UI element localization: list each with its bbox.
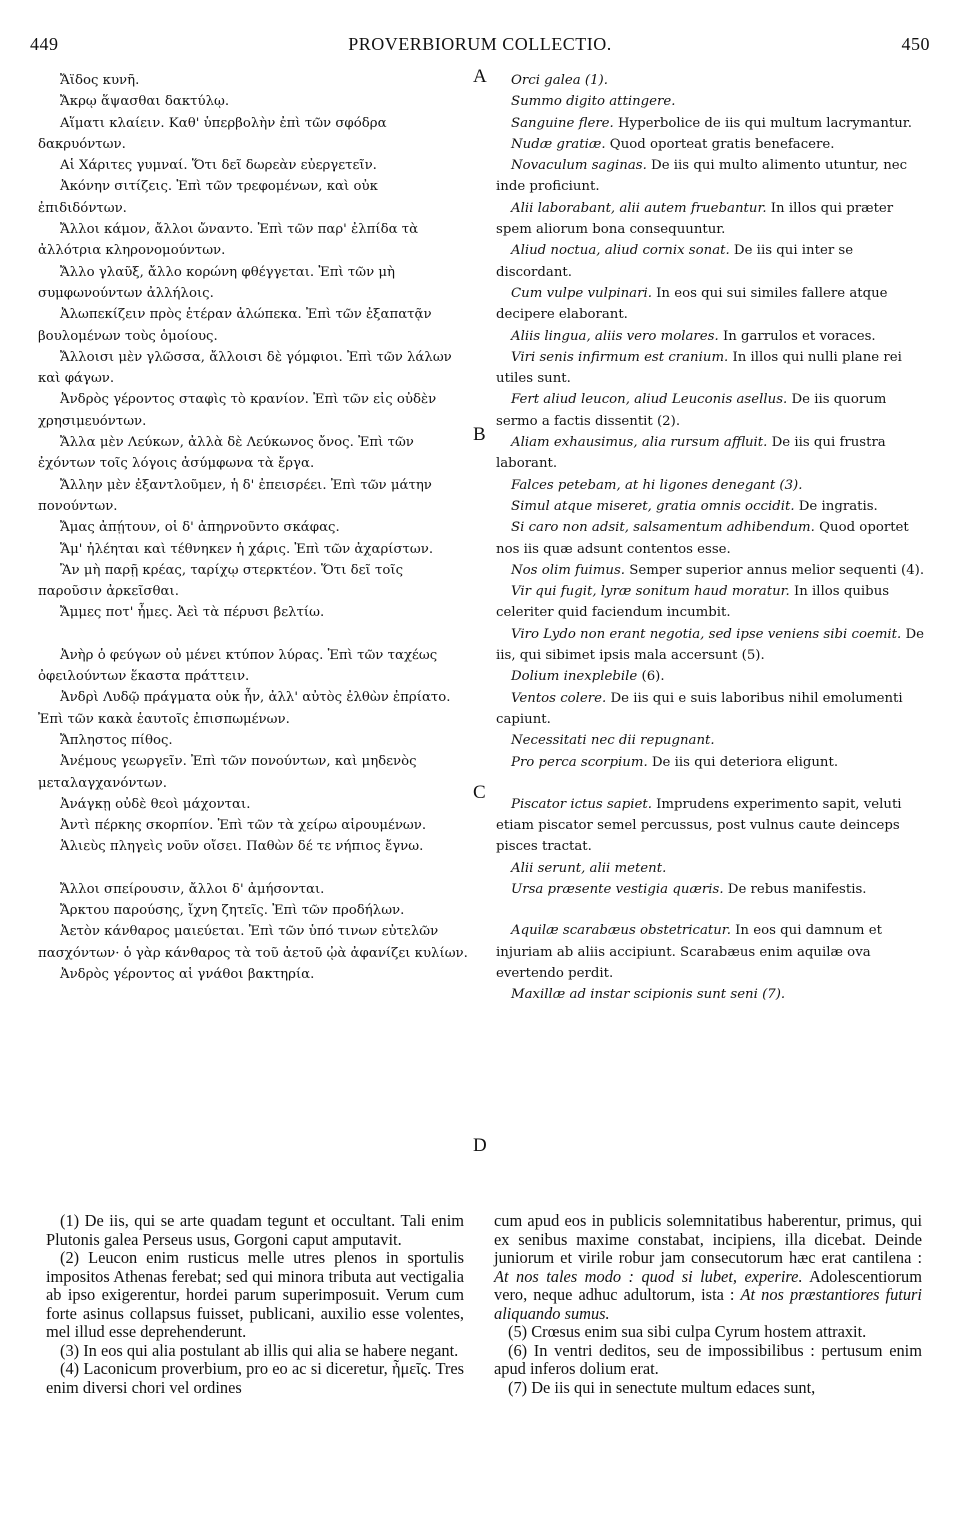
greek-entry: Ἄϊδος κυνῆ. [60, 73, 140, 88]
latin-proverb: Necessitati nec dii repugnant. [511, 733, 715, 749]
footnote-text: Adolescentiorum vero, neque adhuc adultorum, ista : [494, 1266, 922, 1304]
latin-proverb: Nos olim fuimus. [511, 562, 625, 578]
latin-proverb: Ventos colere. [511, 690, 607, 706]
latin-entry [496, 688, 926, 731]
latin-proverb: Cum vulpe vulpinari. [511, 285, 652, 301]
latin-proverb: Si caro non adsit, salsamentum adhibendum. [511, 520, 815, 536]
footnote-text: cum apud eos in publicis solemnitatibus haberentur, primus, qui ex senibus maxime constabat, incipiens, illa dicebat. Deinde juniorum et virile robur jam consecutorum hæc erat cantilena : [494, 1211, 922, 1267]
latin-proverb: Summo digito attingere. [511, 94, 676, 110]
latin-entry [496, 920, 926, 984]
latin-entry [496, 91, 926, 112]
latin-proverb: Falces petebam, at hi ligones denegant (3). [511, 477, 803, 493]
latin-gloss: De iis, qui sibimet ipsis mala accersunt (5). [496, 626, 925, 664]
greek-entry: Ἄλλην μὲν ἐξαντλοῦμεν, ἡ δ' ἐπεισρέει. Ἐπὶ τῶν μάτην πονούντων. [38, 477, 432, 514]
footnote: (3) In eos qui alia postulant ab illis qui alia se habere negant. [60, 1340, 459, 1360]
greek-entry: Ἄκρῳ ἅψασθαι δακτύλῳ. [60, 94, 230, 110]
greek-entry: Αἱ Χάριτες γυμναί. Ὅτι δεῖ δωρεὰν εὐεργετεῖν. [60, 158, 377, 174]
latin-proverb: Sanguine flere. [511, 115, 614, 131]
page-title: PROVERBIORUM COLLECTIO. [348, 34, 612, 54]
latin-entry [496, 984, 926, 1005]
margin-marker-c: C [473, 782, 486, 803]
greek-entry: Ἀνέμους γεωργεῖν. Ἐπὶ τῶν πονούντων, καὶ μηδενὸς μεταλαγχανόντων. [38, 754, 417, 791]
latin-entry [496, 581, 926, 624]
running-header [30, 34, 930, 64]
latin-gloss: In eos qui sui similes fallere atque decipere elaborant. [496, 285, 888, 323]
latin-proverb: Simul atque miseret, gratia omnis occidit. [511, 498, 795, 514]
latin-entry [496, 879, 926, 900]
latin-gloss: De rebus manifestis. [723, 881, 867, 897]
latin-proverb: Maxillæ ad instar scipionis sunt seni (7). [511, 987, 786, 1003]
latin-entry [496, 560, 926, 581]
latin-entry [496, 475, 926, 496]
footnote [494, 1212, 922, 1323]
greek-entry: Ἄλλοι σπείρουσιν, ἄλλοι δ' ἀμήσονται. [60, 881, 325, 897]
latin-gloss: (6). [637, 669, 665, 685]
latin-gloss: De iis qui frustra laborant. [496, 435, 886, 472]
latin-proverb: Aliam exhausimus, alia rursum affluit. [511, 435, 768, 451]
greek-entry: Ἄμας ἀπῄτουν, οἱ δ' ἀπηρνοῦντο σκάφας. [60, 520, 340, 536]
greek-entry: Ἀκόνην σιτίζεις. Ἐπὶ τῶν τρεφομένων, καὶ οὐκ ἐπιδιδόντων. [38, 179, 378, 216]
margin-marker-a: A [473, 66, 487, 87]
latin-gloss: De iis qui deteriora eligunt. [647, 754, 839, 770]
latin-entry [496, 326, 926, 347]
latin-gloss: Imprudens experimento sapit, veluti etiam piscator semel percussus, post vulnus caute deinceps pisces tractat. [496, 796, 902, 855]
latin-gloss: Semper superior annus melior sequenti (4). [625, 562, 925, 578]
latin-proverb: Viro Lydo non erant negotia, sed ipse veniens sibi coemit. [511, 626, 902, 642]
greek-entry: Ἄμμες ποτ' ἦμες. Ἀεὶ τὰ πέρυσι βελτίω. [60, 605, 325, 621]
greek-entry: Ἀντὶ πέρκης σκορπίον. Ἐπὶ τῶν τὰ χείρω αἱρουμένων. [60, 818, 427, 834]
footnote: (5) Crœsus enim sua sibi culpa Cyrum hostem attraxit. [508, 1322, 867, 1341]
greek-entry: Ἅμ' ἠλέηται καὶ τέθνηκεν ἡ χάρις. Ἐπὶ τῶν ἀχαρίστων. [60, 541, 434, 557]
footnote: (4) Laconicum proverbium, pro eo ac si diceretur, ἦμεῖς. Tres enim diversi chori vel ordines [46, 1359, 464, 1397]
latin-entry [496, 794, 926, 858]
margin-marker-b: B [473, 424, 486, 445]
greek-entry: Ἀνδρὸς γέροντος σταφὶς τὸ κρανίον. Ἐπὶ τῶν εἰς οὐδὲν χρησιμευόντων. [38, 392, 437, 429]
latin-proverb: Orci galea (1). [511, 73, 608, 88]
latin-gloss: In illos quibus celeriter quid faciendum incumbit. [496, 584, 890, 621]
latin-entry [496, 155, 926, 198]
greek-entry: Ἄπληστος πίθος. [60, 732, 173, 748]
latin-proverb: Nudæ gratiæ. [511, 136, 606, 152]
greek-entry: Ἀνδρὶ Λυδῷ πράγματα οὐκ ἦν, ἀλλ' αὐτὸς ἐλθὼν ἐπρίατο. Ἐπὶ τῶν κακὰ ἑαυτοῖς ἐπισπωμένων. [38, 690, 451, 727]
latin-gloss: In illos qui præter spem aliorum bona consequuntur. [496, 200, 894, 238]
greek-entry: Ἀνὴρ ὁ φεύγων οὐ μένει κτύπον λύρας. Ἐπὶ τῶν ταχέως ὀφειλούντων ἕκαστα πράττειν. [38, 647, 438, 685]
latin-entry [496, 666, 926, 687]
latin-entry [496, 858, 926, 879]
margin-marker-d: D [473, 1135, 487, 1156]
greek-entry: Ἁλιεὺς πληγεὶς νοῦν οἴσει. Παθὼν δέ τε νήπιος ἔγνω. [60, 839, 424, 855]
latin-entry [496, 432, 926, 475]
latin-entry [496, 496, 926, 517]
latin-entry [496, 240, 926, 283]
latin-proverb: Fert aliud leucon, aliud Leuconis asellus. [511, 392, 788, 408]
latin-column [496, 70, 926, 1005]
latin-gloss: Quod oporteat gratis benefacere. [605, 136, 835, 152]
latin-proverb: Alii serunt, alii metent. [511, 860, 667, 876]
latin-proverb: Novaculum saginas. [511, 158, 647, 174]
latin-gloss: De iis qui inter se discordant. [496, 243, 854, 280]
latin-gloss: Quod oportet nos iis quæ adsunt contentos esse. [496, 520, 909, 557]
greek-entry: Ἀλωπεκίζειν πρὸς ἑτέραν ἀλώπεκα. Ἐπὶ τῶν ἐξαπατᾷν βουλομένων τοὺς ὁμοίους. [38, 307, 432, 344]
footnote-quote: At nos tales modo : quod si lubet, experire. [494, 1266, 803, 1286]
latin-entry [496, 283, 926, 326]
latin-entry [496, 389, 926, 432]
footnote: (6) In ventri deditos, seu de impossibilibus : pertusum enim apud inferos dolium erat. [494, 1340, 922, 1378]
latin-gloss: In eos qui damnum et injuriam ab aliis accipiunt. Scarabæus enim aquilæ ova evertendo perdit. [496, 923, 882, 981]
greek-entry: Ἄλλοισι μὲν γλῶσσα, ἄλλοισι δὲ γόμφιοι. Ἐπὶ τῶν λάλων καὶ φάγων. [38, 349, 452, 387]
latin-entry [496, 517, 926, 560]
latin-gloss: De ingratis. [794, 498, 878, 514]
latin-proverb: Ursa præsente vestigia quæris. [511, 881, 724, 897]
footnote-quote: At nos præstantiores futuri aliquando sumus. [494, 1285, 922, 1323]
latin-proverb: Alii laborabant, alii autem fruebantur. [511, 200, 767, 216]
latin-entry [496, 752, 926, 773]
latin-gloss: De iis quorum sermo a factis dissentit (2). [496, 392, 887, 429]
greek-entry: Ἄρκτου παρούσης, ἴχνη ζητεῖς. Ἐπὶ τῶν προδήλων. [60, 902, 405, 918]
greek-entry: Ἂν μὴ παρῇ κρέας, ταρίχῳ στερκτέον. Ὅτι δεῖ τοῖς παροῦσιν ἀρκεῖσθαι. [38, 562, 404, 600]
latin-gloss: In illos qui nulli plane rei utiles sunt. [496, 349, 902, 387]
latin-entry [496, 347, 926, 390]
latin-entry [496, 70, 926, 91]
footnote: (7) De iis qui in senectute multum edaces sunt, [508, 1377, 816, 1397]
latin-proverb: Viri senis infirmum est cranium. [511, 349, 729, 365]
latin-proverb: Vir qui fugit, lyræ sonitum haud moratur. [511, 584, 790, 600]
latin-entry [496, 198, 926, 241]
latin-proverb: Aliud noctua, aliud cornix sonat. [511, 243, 730, 259]
footnotes-left [46, 1212, 464, 1397]
latin-gloss: In garrulos et voraces. [718, 328, 876, 344]
footnotes-right [494, 1212, 922, 1397]
latin-entry [496, 624, 926, 667]
latin-proverb: Dolium inexplebile [511, 669, 638, 685]
footnote: (1) De iis, qui se arte quadam tegunt et occultant. Tali enim Plutonis galea Perseus usus, Gorgoni caput amputavit. [46, 1211, 464, 1249]
latin-proverb: Aquilæ scarabæus obstetricatur. [511, 923, 731, 939]
latin-gloss: De iis qui e suis laboribus nihil emolumenti capiunt. [496, 690, 903, 727]
greek-entry: Ἄλλα μὲν Λεύκων, ἀλλὰ δὲ Λεύκωνος ὄνος. Ἐπὶ τῶν ἐχόντων τοῖς λόγοις ἀσύμφωνα τὰ ἔργα. [38, 435, 414, 472]
greek-entry: Ἀνάγκῃ οὐδὲ θεοὶ μάχονται. [60, 796, 251, 812]
latin-gloss: Hyperbolice de iis qui multum lacrymantur. [613, 115, 912, 131]
greek-entry: Ἄλλοι κάμον, ἄλλοι ὤναντο. Ἐπὶ τῶν παρ' ἐλπίδα τὰ ἀλλότρια κληρονομούντων. [38, 222, 419, 259]
latin-proverb: Piscator ictus sapiet. [511, 796, 652, 812]
latin-entry [496, 113, 926, 134]
greek-column [38, 70, 468, 985]
greek-entry: Ἀετὸν κάνθαρος μαιεύεται. Ἐπὶ τῶν ὑπό τινων εὐτελῶν πασχόντων· ὁ γὰρ κάνθαρος τὰ τοῦ ἀετοῦ ᾠὰ ἀφανίζει κυλίων. [38, 924, 468, 961]
footnote: (2) Leucon enim rusticus melle utres plenos in sportulis impositos Athenas ferebat; sed qui minora tributa aut vectigalia ab ipso exigerentur, hordei parum superimposuit. Verum cum forte asinus collapsus fuisset, publicani, auxilio esse volentes, mel illud esse deprehenderunt. [46, 1248, 464, 1341]
page-number-left: 449 [30, 34, 59, 54]
latin-entry [496, 730, 926, 751]
latin-gloss: De iis qui multo alimento utuntur, nec inde proficiunt. [496, 158, 908, 195]
greek-entry: Αἵματι κλαίειν. Καθ' ὑπερβολὴν ἐπὶ τῶν σφόδρα δακρυόντων. [38, 115, 387, 152]
latin-proverb: Pro perca scorpium. [511, 754, 648, 770]
latin-proverb: Aliis lingua, aliis vero molares. [511, 328, 719, 344]
latin-entry [496, 134, 926, 155]
greek-entry: Ἀνδρὸς γέροντος αἱ γνάθοι βακτηρία. [60, 966, 315, 982]
greek-entry: Ἄλλο γλαῦξ, ἄλλο κορώνη φθέγγεται. Ἐπὶ τῶν μὴ συμφωνούντων ἀλλήλοις. [38, 264, 396, 301]
page-number-right: 450 [901, 34, 930, 54]
